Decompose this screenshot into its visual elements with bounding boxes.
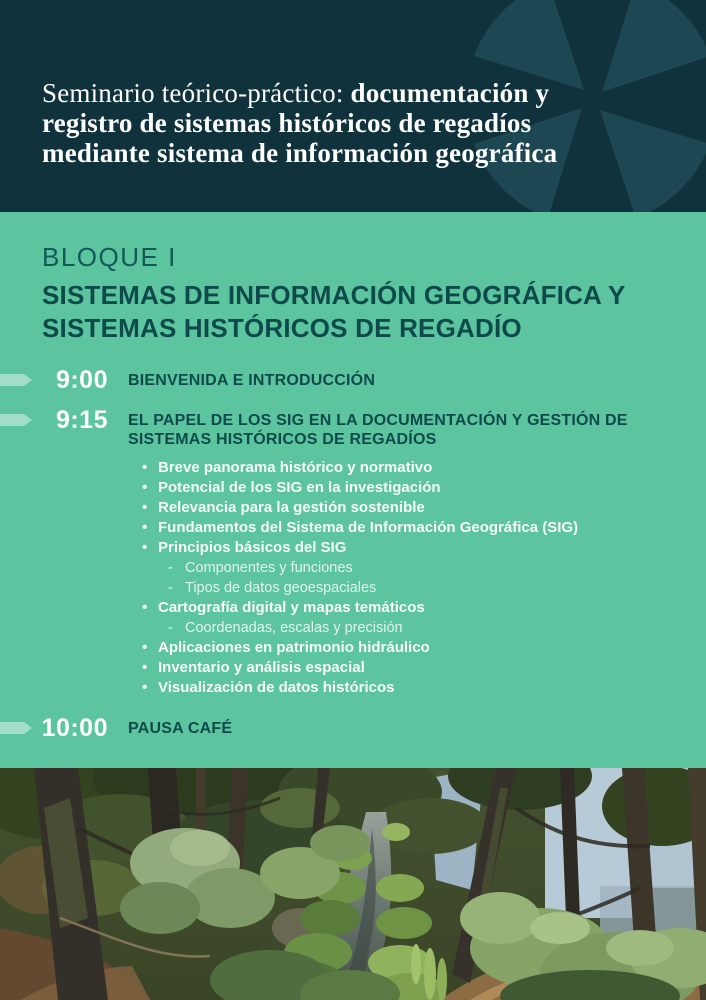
schedule-title-line: EL PAPEL DE LOS SIG EN LA DOCUMENTACIÓN Y GESTIÓN DE [128,412,628,429]
agenda-item [128,598,628,618]
bullet-icon: • [142,539,148,556]
bullet-icon: • [142,659,148,676]
schedule-time: 9:15 [55,406,108,434]
agenda-item-text: Componentes y funciones [185,560,353,576]
schedule-time: 9:00 [55,366,108,394]
poster-header [0,0,706,212]
agenda-item [128,678,628,698]
bullet-icon: • [142,519,148,536]
schedule-row-body [128,715,232,738]
dash-icon: - [168,620,173,636]
schedule-title-line: PAUSA CAFÉ [128,720,233,737]
seminar-title [42,78,682,168]
agenda-item-text: Principios básicos del SIG [158,539,347,556]
agenda-item-text: Breve panorama histórico y normativo [158,459,433,476]
agenda-item [128,478,628,498]
agenda-item [128,458,628,478]
seminar-title-prefix: Seminario teórico-práctico: [42,78,351,108]
schedule-row [0,715,706,741]
agenda-item [128,518,628,538]
seminar-title-bold: documentación y [350,78,550,108]
agenda-item [128,538,628,558]
agenda-item-text: Inventario y análisis espacial [158,659,365,676]
agenda-item [128,658,628,678]
agenda-item-text: Fundamentos del Sistema de Información Geográfica (SIG) [158,519,579,536]
agenda-item-text: Relevancia para la gestión sostenible [158,499,425,516]
agenda-subitem [128,618,628,638]
photo-section [0,768,706,1000]
seminar-title-line3: mediante sistema de información geográfica [42,138,558,168]
schedule-time: 10:00 [41,714,108,742]
schedule-title [128,411,628,449]
agenda-subitem [128,578,628,598]
agenda-item-text: Coordenadas, escalas y precisión [185,620,403,636]
block-label: BLOQUE I [42,242,177,272]
block-title-line: SISTEMAS HISTÓRICOS DE REGADÍO [42,313,522,343]
seminar-title-line2: registro de sistemas históricos de regadíos [42,108,532,138]
bullet-icon: • [142,639,148,656]
agenda-item-text: Visualización de datos históricos [158,679,395,696]
agenda-subitem [128,558,628,578]
bullet-icon: • [142,479,148,496]
schedule-row-body [128,367,375,390]
forest-acequia-photo [0,768,706,1000]
block-title [42,279,706,345]
schedule-title [128,719,232,738]
bullet-icon: • [142,679,148,696]
agenda-item-text: Cartografía digital y mapas temáticos [158,599,425,616]
schedule-items [128,458,628,698]
schedule-title [128,371,375,390]
agenda-item-text: Aplicaciones en patrimonio hidráulico [158,639,430,656]
programme-block [0,212,706,768]
bullet-icon: • [142,499,148,516]
block-title-line: SISTEMAS DE INFORMACIÓN GEOGRÁFICA Y [42,280,626,310]
schedule-row [0,367,706,393]
agenda-item [128,638,628,658]
schedule-row [0,407,706,698]
agenda-item [128,498,628,518]
bullet-icon: • [142,599,148,616]
dash-icon: - [168,580,173,596]
schedule-title-line: BIENVENIDA E INTRODUCCIÓN [128,372,376,389]
schedule [0,367,706,741]
schedule-title-line: SISTEMAS HISTÓRICOS DE REGADÍOS [128,431,437,448]
agenda-item-text: Tipos de datos geoespaciales [185,580,377,596]
dash-icon: - [168,560,173,576]
bullet-icon: • [142,459,148,476]
agenda-item-text: Potencial de los SIG en la investigación [158,479,441,496]
schedule-row-body [128,407,628,698]
